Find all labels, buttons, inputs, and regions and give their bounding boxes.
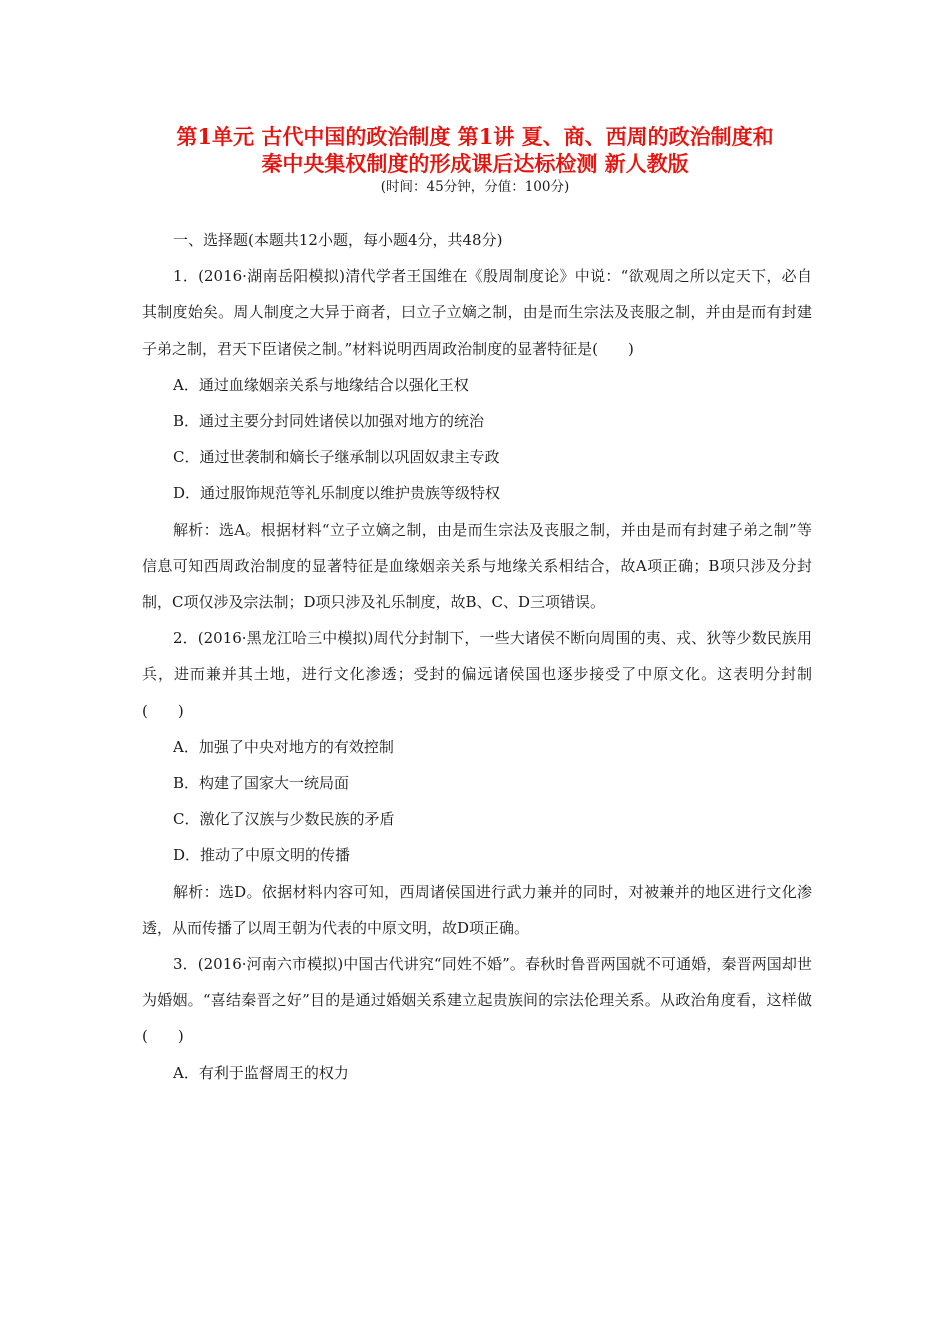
question-2-option-d: D．推动了中原文明的传播: [173, 846, 351, 865]
document-title-line-2: 秦中央集权制度的形成课后达标检测 新人教版: [261, 151, 689, 176]
question-3-stem: 3．(2016·河南六市模拟)中国古代讲究“同姓不婚”。春秋时鲁晋两国就不可通婚，秦晋两国却世为婚姻。“喜结秦晋之好”目的是通过婚姻关系建立起贵族间的宗法伦理关系。从政治角度看，这样做( ): [142, 955, 812, 1046]
question-2-option-b: B．构建了国家大一统局面: [173, 774, 350, 793]
document-title-line-1: 第1单元 古代中国的政治制度 第1讲 夏、商、西周的政治制度和: [176, 124, 774, 149]
question-2-analysis: 解析：选D。依据材料内容可知，西周诸侯国进行武力兼并的同时，对被兼并的地区进行文化渗透，从而传播了以周王朝为代表的中原文明，故D项正确。: [142, 882, 812, 937]
document-body: [142, 222, 812, 1091]
section-heading: 一、选择题(本题共12小题，每小题4分，共48分): [173, 231, 503, 249]
question-1-stem: 1．(2016·湖南岳阳模拟)清代学者王国维在《殷周制度论》中说：“欲观周之所以定天下，必自其制度始矣。周人制度之大异于商者，曰立子立嫡之制，由是而生宗法及丧服之制，并由是而有封建子弟之制，君天下臣诸侯之制。”材料说明西周政治制度的显著特征是( ): [142, 267, 812, 358]
question-2-option-c: C．激化了汉族与少数民族的矛盾: [173, 810, 395, 829]
exam-time-score: (时间：45分钟，分值：100分): [380, 179, 570, 195]
question-1-option-d: D．通过服饰规范等礼乐制度以维护贵族等级特权: [173, 484, 501, 503]
question-1-option-b: B．通过主要分封同姓诸侯以加强对地方的统治: [173, 412, 485, 431]
question-2-stem: 2．(2016·黑龙江哈三中模拟)周代分封制下，一些大诸侯不断向周围的夷、戎、狄等少数民族用兵，进而兼并其土地，进行文化渗透；受封的偏远诸侯国也逐步接受了中原文化。这表明分封制( ): [142, 629, 812, 720]
question-1-analysis: 解析：选A。根据材料“立子立嫡之制，由是而生宗法及丧服之制，并由是而有封建子弟之制”等信息可知西周政治制度的显著特征是血缘姻亲关系与地缘关系相结合，故A项正确；B项只涉及分封制，C项仅涉及宗法制；D项只涉及礼乐制度，故B、C、D三项错误。: [142, 520, 812, 612]
question-1-option-c: C．通过世袭制和嫡长子继承制以巩固奴隶主专政: [173, 448, 500, 467]
question-2-option-a: A．加强了中央对地方的有效控制: [173, 737, 394, 756]
question-1-option-a: A．通过血缘姻亲关系与地缘结合以强化王权: [173, 375, 469, 394]
question-3-option-a: A．有利于监督周王的权力: [173, 1063, 349, 1082]
